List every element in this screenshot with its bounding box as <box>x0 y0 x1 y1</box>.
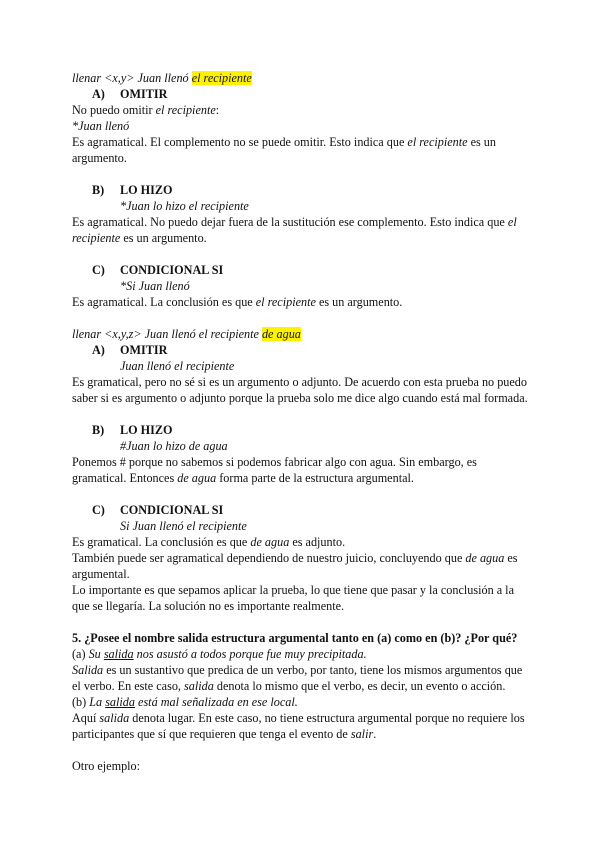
section2-lohizo-example: #Juan lo hizo de agua <box>120 439 228 453</box>
section1-lohizo-heading: B) LO HIZO <box>92 183 173 197</box>
section1-condicional-heading: C) CONDICIONAL SI <box>92 263 224 277</box>
question5-example-b: (b) La salida está mal señalizada en ese local. <box>72 695 298 709</box>
otro-ejemplo: Otro ejemplo: <box>72 759 141 773</box>
section1-omitir-example: *Juan llenó <box>72 119 130 133</box>
section1-omitir-explanation-2: argumento. <box>72 151 127 165</box>
section2-condicional-heading: C) CONDICIONAL SI <box>92 503 224 517</box>
section2-condicional-explanation-2: También puede ser agramatical dependiendo de nuestro juicio, concluyendo que de agua es <box>72 551 518 565</box>
section2-omitir-example: Juan llenó el recipiente <box>120 359 235 373</box>
section1-condicional-explanation: Es agramatical. La conclusión es que el recipiente es un argumento. <box>72 295 403 309</box>
section1-omitir-explanation-1: Es agramatical. El complemento no se puede omitir. Esto indica que el recipiente es un <box>72 135 496 149</box>
section2-lohizo-explanation-2: gramatical. Entonces de agua forma parte de la estructura argumental. <box>72 471 414 485</box>
section1-lohizo-explanation-1: Es agramatical. No puedo dejar fuera de la sustitución ese complemento. Esto indica que el <box>72 215 517 229</box>
question5-explanation-a2: el verbo. En este caso, salida denota lo mismo que el verbo, es decir, un evento o acción. <box>72 679 506 693</box>
section1-title: llenar <x,y> Juan llenó el recipiente <box>72 71 252 85</box>
section2-condicional-explanation-4: Lo importante es que sepamos aplicar la prueba, lo que tiene que pasar y la conclusión a la <box>72 583 514 597</box>
section2-title: llenar <x,y,z> Juan llenó el recipiente de agua <box>72 327 301 341</box>
section1-condicional-example: *Si Juan llenó <box>120 279 190 293</box>
section1-lohizo-explanation-2: recipiente es un argumento. <box>72 231 207 245</box>
question5-explanation-a1: Salida es un sustantivo que predica de un verbo, por tanto, tiene los mismos argumentos que <box>72 663 523 677</box>
section2-condicional-example: Si Juan llenó el recipiente <box>120 519 247 533</box>
section2-omitir-explanation-2: saber si es argumento o adjunto porque la prueba solo me dice algo cuando está mal formada. <box>72 391 528 405</box>
section2-condicional-explanation-3: argumental. <box>72 567 130 581</box>
section2-lohizo-explanation-1: Ponemos # porque no sabemos si podemos fabricar algo con agua. Sin embargo, es <box>72 455 477 469</box>
section2-lohizo-heading: B) LO HIZO <box>92 423 173 437</box>
section1-omitir-line1: No puedo omitir el recipiente: <box>72 103 220 117</box>
section2-condicional-explanation-5: que se llegaría. La solución no es importante realmente. <box>72 599 345 613</box>
document-content <box>72 70 532 774</box>
section1-omitir-heading: A) OMITIR <box>92 87 168 101</box>
section2-omitir-heading: A) OMITIR <box>92 343 168 357</box>
question5-example-a: (a) Su salida nos asustó a todos porque fue muy precipitada. <box>72 647 367 661</box>
section2-condicional-explanation-1: Es gramatical. La conclusión es que de agua es adjunto. <box>72 535 346 549</box>
section1-lohizo-example: *Juan lo hizo el recipiente <box>120 199 249 213</box>
section2-omitir-explanation-1: Es gramatical, pero no sé si es un argumento o adjunto. De acuerdo con esta prueba no puedo <box>72 375 527 389</box>
question5-explanation-b1: Aquí salida denota lugar. En este caso, no tiene estructura argumental porque no requiere los <box>72 711 525 725</box>
question5-explanation-b2: participantes que sí que requieren que tenga el evento de salir. <box>72 727 377 741</box>
question5-heading: 5. ¿Posee el nombre salida estructura argumental tanto en (a) como en (b)? ¿Por qué? <box>72 631 518 645</box>
highlighted-phrase: el recipiente <box>191 71 252 85</box>
highlighted-phrase: de agua <box>261 327 301 341</box>
